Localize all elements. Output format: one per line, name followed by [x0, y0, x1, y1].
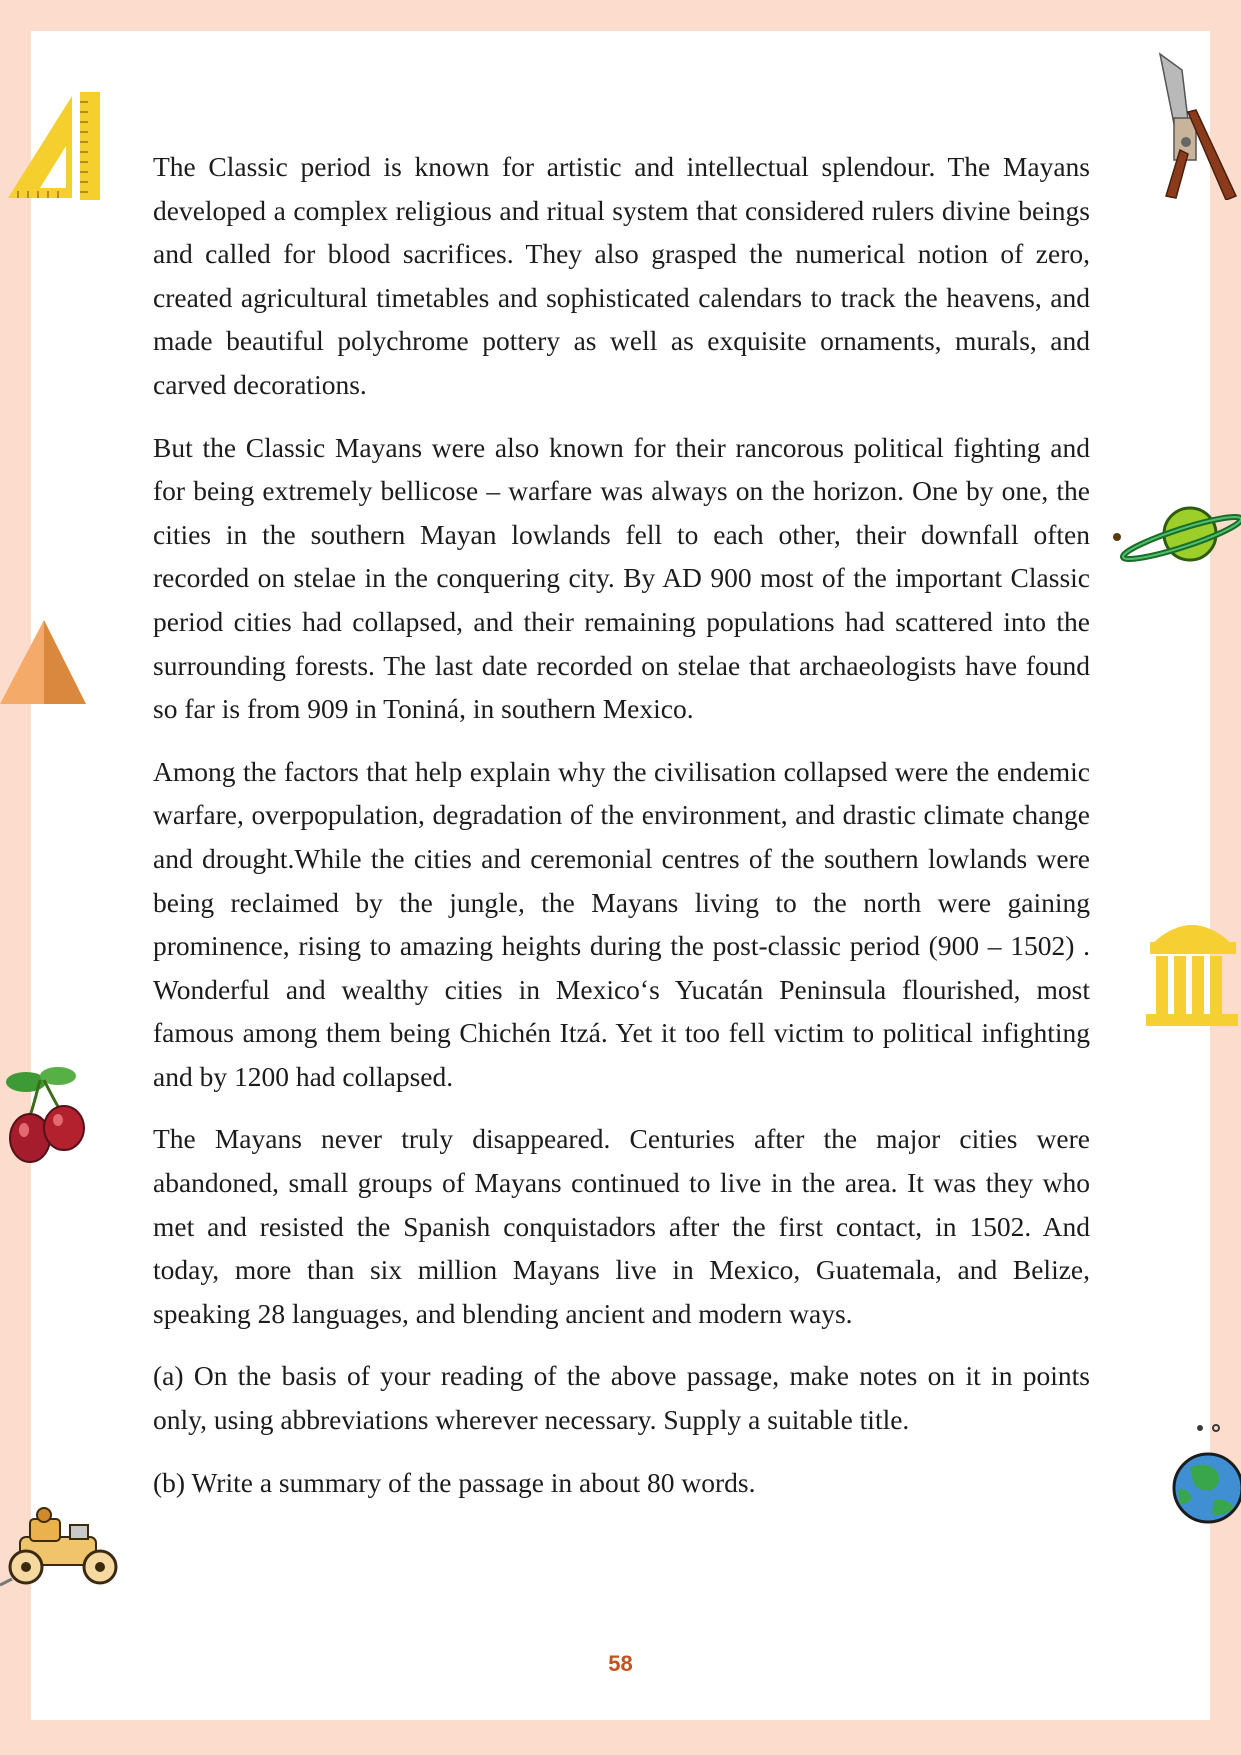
pyramid-icon	[0, 616, 88, 706]
greek-temple-icon	[1144, 914, 1241, 1028]
cherries-icon	[4, 1060, 86, 1166]
passage-paragraph: The Mayans never truly disappeared. Centuries after the major cities were abandoned, small groups of Mayans continued to live in the area. It was they who met and resisted the Spanish conquistadors after the first contact, in 1502. And today, more than six million Mayans live in Mexico, Guatemala, and Belize, speaking 28 languages, and blending ancient and modern ways.	[153, 1123, 1090, 1329]
page-number: 58	[608, 1651, 633, 1676]
set-square-ruler-icon	[4, 88, 104, 203]
earth-globe-icon	[1164, 1420, 1241, 1530]
question-a: (a) On the basis of your reading of the above passage, make notes on it in points only, using abbreviations wherever necessary. Supply a suitable title.	[153, 1360, 1090, 1436]
passage-paragraph: The Classic period is known for artistic and intellectual splendour. The Mayans developed a complex religious and ritual system that considered rulers divine beings and called for blood sacrifices. They also grasped the numerical notion of zero, created agricultural timetables and sophisticated calendars to track the heavens, and made beautiful polychrome pottery as well as exquisite ornaments, murals, and carved decorations.	[153, 151, 1090, 400]
cartoon-vehicle-icon	[0, 1505, 124, 1595]
passage-paragraph: Among the factors that help explain why the civilisation collapsed were the endemic warfare, overpopulation, degradation of the environment, and drastic climate change and drought.While the cities and ceremonial centres of the southern lowlands were being reclaimed by the jungle, the Mayans living to the north were gaining prominence, rising to amazing heights during the post-classic period (900 – 1502) . Wonderful and wealthy cities in Mexico‘s Yucatán Peninsula flourished, most famous among them being Chichén Itzá. Yet it too fell victim to political infighting and by 1200 had collapsed.	[153, 755, 1090, 1092]
saturn-planet-icon	[1110, 500, 1241, 572]
question-b: (b) Write a summary of the passage in about 80 words.	[153, 1466, 756, 1498]
passage-content	[153, 145, 1090, 1523]
passage-paragraph: But the Classic Mayans were also known for their rancorous political fighting and for being extremely bellicose – warfare was always on the horizon. One by one, the cities in the southern Mayan lowlands fell to each other, their downfall often recorded on stelae in the conquering city. By AD 900 most of the important Classic period cities had collapsed, and their remaining populations had scattered into the surrounding forests. The last date recorded on stelae that archaeologists have found so far is from 909 in Toniná, in southern Mexico.	[153, 431, 1090, 725]
pliers-tools-icon	[1152, 50, 1241, 200]
